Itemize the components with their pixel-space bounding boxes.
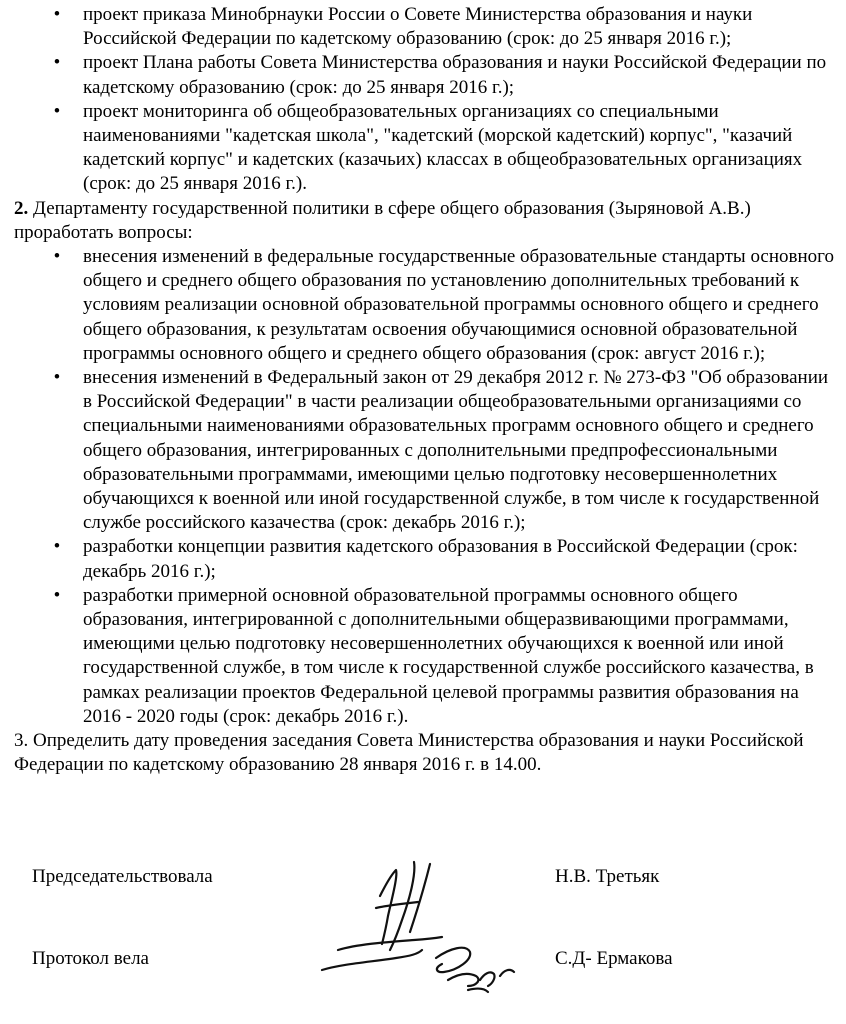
chair-role: Председательствовала	[32, 866, 213, 887]
list-item-text: проект Плана работы Совета Министерства образования и науки Российской Федерации по кадетскому образованию (срок: до 25 января 2016 г.);	[83, 52, 827, 98]
item-2-text: Департаменту государственной политики в сфере общего образования (Зыряновой А.В.) проработать вопросы:	[14, 197, 751, 243]
list-item-text: внесения изменений в Федеральный закон от 29 декабря 2012 г. № 273-ФЗ "Об образовании в Российской Федерации" в части реализации общеобразовательными организациями со специальными наименованиями образовательных программ основного общего и среднего общего образования, интегрированных с дополнительными предпрофессиональными образовательными программами, имеющими целью подготовку несовершеннолетних обучающихся к военной или иной государственной службе, в том числе к государственной службе российского казачества (срок: декабрь 2016 г.);	[83, 367, 829, 534]
item-3-paragraph: 3. Определить дату проведения заседания Совета Министерства образования и науки Российской Федерации по кадетскому образованию 28 января 2016 г. в 14.00.	[14, 730, 804, 776]
decree-drafts-list	[0, 3, 846, 197]
bullet-marker: •	[53, 52, 61, 74]
bullet-marker: •	[53, 584, 61, 606]
list-item	[0, 535, 846, 583]
secretary-role: Протокол вела	[32, 948, 149, 969]
item-2-paragraph	[0, 197, 846, 245]
list-item	[0, 51, 846, 99]
handwritten-signature-icon	[318, 858, 528, 998]
bullet-marker: •	[53, 100, 61, 122]
list-item	[0, 245, 846, 366]
list-item	[0, 3, 846, 51]
bullet-marker: •	[53, 246, 61, 268]
list-item-text: проект мониторинга об общеобразовательных организациях со специальными наименованиями "кадетская школа", "кадетский (морской кадетский) корпус", "казачий кадетский корпус" и кадетских (казачьих) классах в общеобразовательных организациях (срок: до 25 января 2016 г.).	[83, 100, 803, 195]
bullet-marker: •	[53, 4, 61, 25]
list-item-text: проект приказа Минобрнауки России о Совете Министерства образования и науки Российской Федерации по кадетскому образованию (срок: до 25 января 2016 г.);	[83, 4, 753, 50]
chair-name: Н.В. Третьяк	[555, 866, 660, 887]
list-item-text: внесения изменений в федеральные государственные образовательные стандарты основного общего и среднего общего образования по установлению дополнительных требований к условиям реализации основной образовательной программы основного общего и среднего общего образования, к результатам освоения обучающимися основной образовательной программы основного общего и среднего общего образования (срок: август 2016 г.);	[83, 246, 834, 364]
list-item-text: разработки концепции развития кадетского образования в Российской Федерации (срок: декабрь 2016 г.);	[83, 536, 798, 582]
list-item	[0, 100, 846, 197]
list-item	[0, 366, 846, 535]
list-item-text: разработки примерной основной образовательной программы основного общего образования, интегрированной с дополнительными общеразвивающими программами, имеющими целью подготовку несовершеннолетних обучающихся к военной или иной государственной службе, в том числе к государственной службе российского казачества, в рамках реализации проектов Федеральной целевой программы развития образования на 2016 - 2020 годы (срок: декабрь 2016 г.).	[83, 584, 814, 727]
questions-list	[0, 245, 846, 729]
item-2-number: 2.	[14, 197, 29, 219]
secretary-name: С.Д- Ермакова	[555, 948, 673, 969]
bullet-marker: •	[53, 536, 61, 558]
list-item	[0, 584, 846, 729]
bullet-marker: •	[53, 367, 61, 389]
